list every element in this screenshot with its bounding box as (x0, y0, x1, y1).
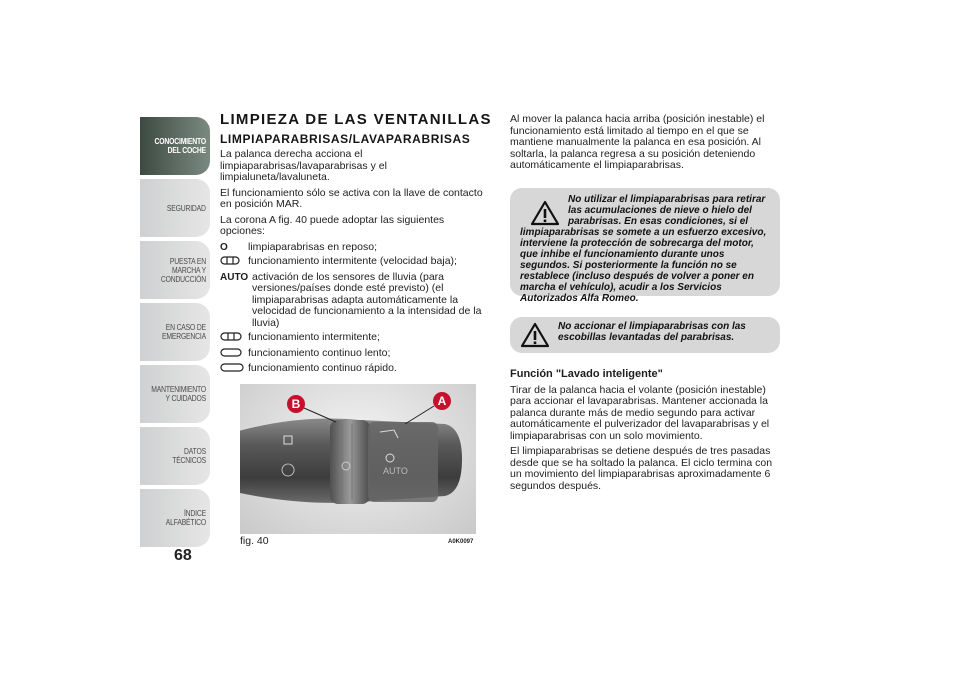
tab-label: MANTENIMIENTO Y CUIDADOS (151, 385, 206, 403)
option-auto (220, 272, 488, 330)
section-title: LIMPIEZA DE LAS VENTANILLAS (220, 111, 492, 128)
warning-text: No accionar el limpiaparabrisas con las escobillas levantadas del parabrisas. (558, 321, 746, 343)
paragraph: El limpiaparabrisas se detiene después de tres pasadas desde que se ha soltado la palanca. El ciclo termina con un movimiento del limpiaparabrisas aproximadamente 6 segundos después. (510, 445, 773, 492)
option-text: funcionamiento intermitente (velocidad baja); (248, 255, 457, 267)
option-continuous-slow (220, 348, 488, 361)
tab-label: ÍNDICE ALFABÉTICO (165, 509, 206, 527)
option-text: limpiaparabrisas en reposo; (248, 240, 377, 253)
right-column-lower (510, 369, 780, 496)
tab-seguridad[interactable] (140, 179, 210, 237)
wiper-slow-icon (220, 348, 248, 361)
option-text: funcionamiento continuo rápido. (248, 362, 397, 374)
page-number: 68 (174, 547, 192, 564)
tab-datos-tecnicos[interactable] (140, 427, 210, 485)
option-intermittent-low (220, 256, 488, 269)
wiper-lever-figure (240, 384, 476, 534)
wiper-fast-icon (220, 363, 248, 376)
tab-conocimiento-del-coche[interactable] (140, 117, 210, 175)
section-subtitle: LIMPIAPARABRISAS/LAVAPARABRISAS (220, 131, 471, 146)
option-continuous-fast (220, 363, 488, 376)
wiper-intermittent-icon (220, 256, 248, 269)
option-text: funcionamiento intermitente; (248, 331, 380, 343)
right-column (510, 114, 780, 176)
figure-code: A0K0097 (448, 539, 474, 545)
tab-mantenimiento[interactable] (140, 365, 210, 423)
tab-indice-alfabetico[interactable] (140, 489, 210, 547)
warning-text: No utilizar el limpiaparabrisas para retirar las acumulaciones de nieve o hielo del parabrisas. En esas condiciones, si el limpiaparabrisas se somete a un esfuerzo excesivo, interviene la protección de sobrecarga del motor, que inhibe el funcionamiento durante unos segundos. Si posteriormente la función no se restablece (incluso después de volver a poner en marcha el vehículo), acudir a los Servicios Autorizados Alfa Romeo. (520, 194, 767, 304)
chapter-sidebar (140, 117, 210, 551)
warning-box (510, 188, 780, 304)
subsection-title: Función "Lavado inteligente" (510, 368, 663, 380)
paragraph: Al mover la palanca hacia arriba (posición inestable) el funcionamiento está limitado al tiempo en el que se mantiene manualmente la palanca en esa posición. Al soltarla, la palanca regresa a su posición deteniendo automáticamente el limpiaparabrisas. (510, 113, 765, 171)
figure-caption: fig. 40 (240, 535, 269, 547)
tab-label: EN CASO DE EMERGENCIA (161, 323, 206, 341)
option-text: activación de los sensores de lluvia (para versiones/países donde esté previsto) (el limpiaparabrisas adapta automáticamente la velocidad de funcionamiento a la intensidad de la lluvia) (252, 270, 482, 329)
ring-auto-label: AUTO (383, 466, 408, 476)
wiper-lever-illustration (240, 384, 476, 534)
left-column (220, 111, 492, 379)
paragraph: La palanca derecha acciona el limpiaparabrisas/lavaparabrisas y el limpialuneta/lavaluneta. (220, 148, 387, 183)
option-text: funcionamiento continuo lento; (248, 346, 391, 359)
wiper-intermittent-icon (220, 332, 248, 345)
tab-label: PUESTA EN MARCHA Y CONDUCCIÓN (160, 256, 206, 284)
tab-label: SEGURIDAD (167, 203, 206, 213)
paragraph: Tirar de la palanca hacia el volante (posición inestable) para accionar el lavaparabrisas. Mantener accionada la palanca durante más de medio segundo para activar automáticamente el pulverizador del lavaparabrisas y el limpiaparabrisas con un solo movimiento. (510, 383, 770, 442)
tab-label: CONOCIMIENTO DEL COCHE (154, 137, 206, 155)
warning-box (510, 317, 780, 353)
option-intermittent (220, 332, 488, 345)
callout-a: A (437, 394, 447, 408)
tab-puesta-en-marcha[interactable] (140, 241, 210, 299)
off-symbol: O (220, 241, 228, 253)
paragraph: La corona A fig. 40 puede adoptar las siguientes opciones: (220, 213, 445, 237)
option-off (220, 242, 488, 254)
warning-triangle-icon (530, 200, 560, 226)
auto-symbol: AUTO (220, 271, 249, 283)
warning-triangle-icon (520, 322, 550, 348)
tab-en-caso-de-emergencia[interactable] (140, 303, 210, 361)
paragraph: El funcionamiento sólo se activa con la llave de contacto en posición MAR. (220, 186, 483, 210)
callout-b: B (291, 397, 301, 411)
tab-label: DATOS TÉCNICOS (172, 447, 206, 465)
